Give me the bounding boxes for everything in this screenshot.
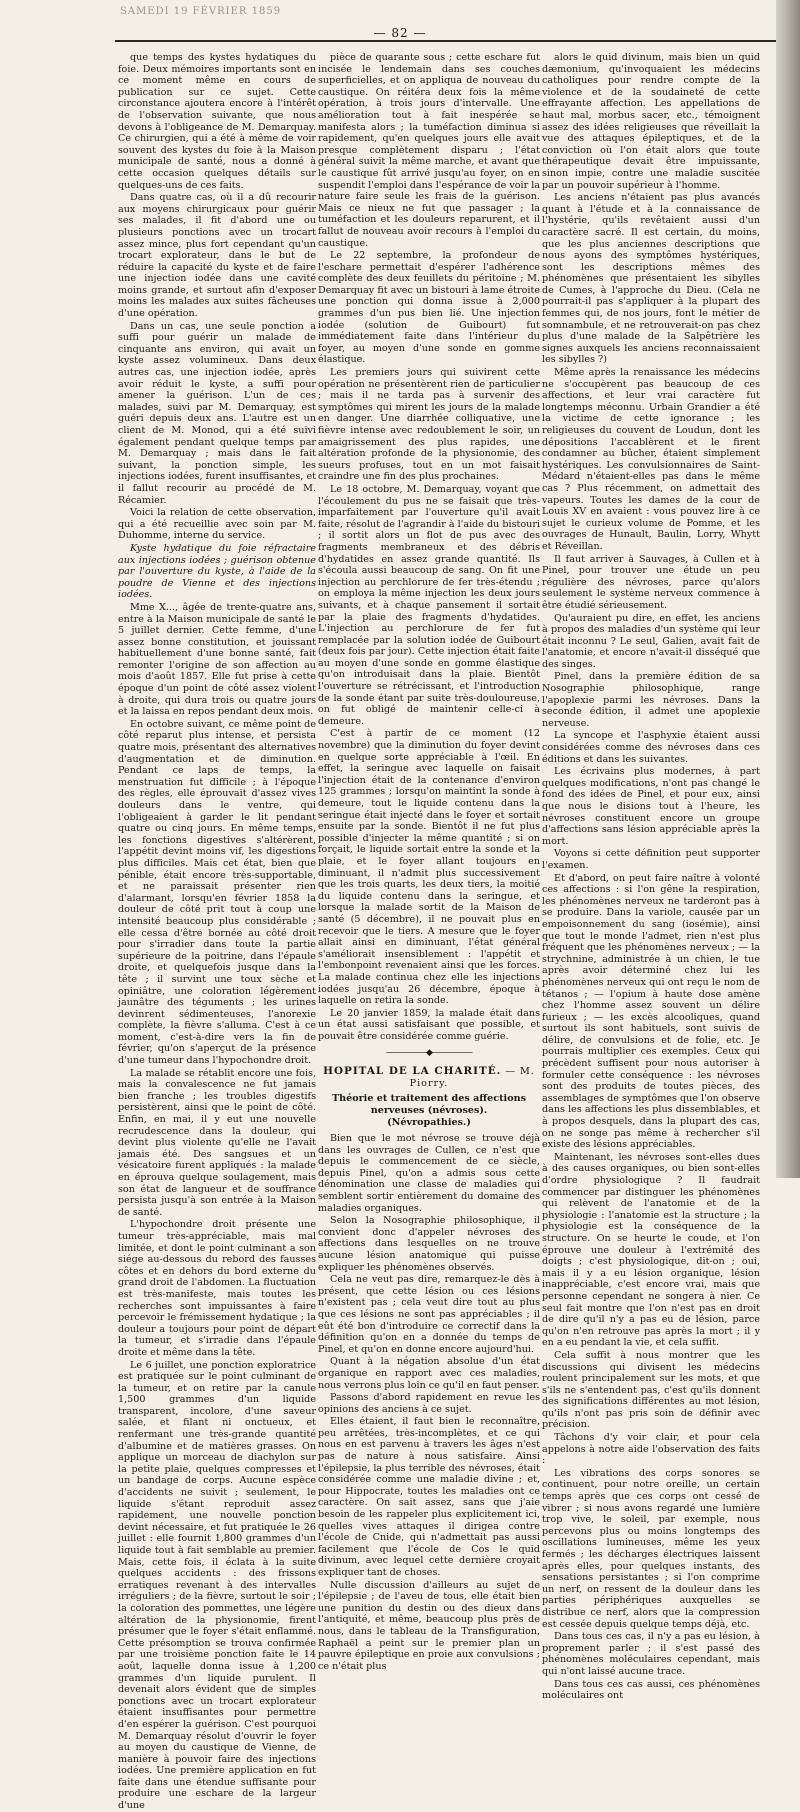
lecture-subtitle: (Névropathies.) — [387, 1117, 471, 1129]
scan-edge — [776, 0, 800, 1178]
paragraph: Dans quatre cas, où il a dû recourir aux moyens chirurgicaux pour guérir ses malades, il fit d'abord une ou plusieurs ponctions avec un trocart assez mince, plus fort cependant qu'un trocart explorateur, dans le but de réduire la capacité du kyste et de faire une injection iodée dans une cavité moins grande, et surtout afin d'exposer moins les malades aux suites fâcheuses d'une opération. — [118, 192, 316, 320]
paragraph: Cela suffit à nous montrer que les discussions qui divisent les médecins roulent principalement sur les mots, et que s'ils ne s'entendent pas, c'est qu'ils donnent des significations différentes au mot lésion, qu'ils n'ont pas pris soin de définir avec précision. — [542, 1349, 760, 1431]
paragraph: Les anciens n'étaient pas plus avancés quant à l'étude et à la connaissance de l'hystérie, qu'ils revêtaient aussi d'un caractère sacré. Il est certain, du moins, que les plus anciennes descriptions que nous ayons des symptômes hystériques, sont les descriptions mêmes des phénomènes que présentaient les sibylles de Cumes, à l'approche du Dieu. (Cela ne pourrait-il pas s'appliquer à la plupart des femmes qui, de nos jours, font le métier de somnambule, et ne retrouverait-on pas chez plus d'une malade de la Salpêtrière les signes auxquels les anciens reconnaissaient les sibylles ?) — [542, 192, 760, 366]
case-title: Kyste hydatique du foie réfractaire aux injections iodées ; guérison obtenue par l'ouverture du kyste, à l'aide de la poudre de Vienne et des injections iodées. — [118, 542, 316, 601]
paragraph: Les premiers jours qui suivirent cette opération ne présentèrent rien de particulier ; mais il ne tarda pas à survenir des symptômes qui mirent les jours de la malade en danger. Une diarrhée colliquative, une fièvre intense avec redoublement le soir, un amaigrissement des plus rapides, une altération profonde de la physionomie, des sueurs profuses, tout en un mot faisait craindre une fin des plus prochaines. — [318, 367, 540, 483]
paragraph: La malade se rétablit encore une fois, mais la convalescence ne fut jamais bien franche ; les troubles digestifs persistèrent, ainsi que le point de côté. Enfin, en mai, il y eut une nouvelle recrudescence dans la douleur, qui devint plus violente qu'elle ne l'avait jamais été. Des sangsues et un vésicatoire furent appliqués : la malade en éprouva quelque soulagement, mais son état de langueur et de souffrance persista jusqu'à son entrée à la Maison de santé. — [118, 1067, 316, 1218]
byline: — M. Piorry. — [409, 1066, 535, 1089]
paragraph: Voyons si cette définition peut supporter l'examen. — [542, 848, 760, 871]
paragraph: L'hypochondre droit présente une tumeur très-appréciable, mais mal limitée, et dont le point culminant a son siége au-dessous du rebord des fausses côtes et en dehors du bord externe du grand droit de l'abdomen. La fluctuation est très-manifeste, mais toutes les recherches sont impuissantes à faire percevoir le frémissement hydatique ; la douleur a toujours pour point de départ la tumeur, et s'irradie dans l'épaule droite et même dans la tête. — [118, 1219, 316, 1358]
paragraph: Pinel, dans la première édition de sa Nosographie philosophique, range l'apoplexie parmi les névroses. Dans la seconde édition, il admet une apoplexie nerveuse. — [542, 671, 760, 729]
paragraph: C'est à partir de ce moment (12 novembre) que la diminution du foyer devint en quelque sorte appréciable à l'œil. En effet, la seringue avec laquelle on faisait l'injection était de la contenance d'environ 125 grammes ; lorsqu'on maintint la sonde à demeure, tout le liquide contenu dans la seringue était injecté dans le foyer et sortait ensuite par la sonde. Bientôt il ne fut plus possible d'injecter la même quantité ; si on forçait, le liquide sortait entre la sonde et la plaie, et le foyer allant toujours en diminuant, il n'admit plus successivement que les trois quarts, les deux tiers, la moitié du liquide contenu dans la seringue, et lorsque la malade sortit de la Maison de santé (5 décembre), il ne pouvait plus en recevoir que le tiers. A mesure que le foyer allait ainsi en diminuant, l'état général s'améliorait insensiblement : l'appétit et l'embonpoint revenaient ainsi que les forces. La malade continua chez elle les injections iodées jusqu'au 26 décembre, époque à laquelle on retira la sonde. — [318, 728, 540, 1007]
paragraph: Quant à la négation absolue d'un état organique en rapport avec ces maladies, nous verrons plus loin ce qu'il en faut penser. — [318, 1356, 540, 1391]
header-rule — [115, 40, 795, 42]
column-1 — [118, 52, 316, 1812]
bleed-through-text: SAMEDI 19 FÉVRIER 1859 — [120, 6, 282, 17]
lecture-title: Théorie et traitement des affections nerveuses (névroses). — [332, 1093, 526, 1116]
column-3 — [542, 52, 760, 1702]
paragraph: Le 20 janvier 1859, la malade était dans un état aussi satisfaisant que possible, et pouvait être considérée comme guérie. — [318, 1007, 540, 1042]
paragraph: Et d'abord, on peut faire naître à volonté ces affections : si l'on gêne la respiration, les phénomènes nerveux ne tarderont pas à se produire. Dans la variole, causée par un empoisonnement du sang (iosémie), ainsi que tout le monde l'admet, rien n'est plus fréquent que les phénomènes nerveux ; — la strychnine, administrée à un chien, le tue après avoir déterminé chez lui les phénomènes nerveux qui ont reçu le nom de tétanos ; — l'opium à haute dose amène chez l'homme assez souvent un délire furieux ; — les excès alcooliques, quand surtout ils sont habituels, sont suivis de délire, de convulsions et de folie, etc. Je pourrais multiplier ces exemples. Ceux qui précèdent suffisent pour nous autoriser à formuler cette conséquence : les névroses sont des produits de toutes pièces, des assemblages de symptômes que l'on observe dans les affections les plus dissemblables, et à propos desquels, dans la plupart des cas, on ne songe pas même à rechercher s'il existe des lésions appréciables. — [542, 872, 760, 1151]
paragraph: Le 6 juillet, une ponction exploratrice est pratiquée sur le point culminant de la tumeur, et on retire par la canule 1,500 grammes d'un liquide transparent, incolore, d'une saveur salée, et filant ni onctueux, et renfermant une très-grande quantité d'albumine et de matières grasses. On applique un morceau de diachylon sur la petite plaie, quelques compresses et un bandage de corps. Aucune espèce d'accidents ne suivit ; seulement, le liquide s'étant reproduit assez rapidement, une nouvelle ponction devint nécessaire, et fut pratiquée le 26 juillet : elle fournit 1,800 grammes d'un liquide tout à fait semblable au premier. Mais, cette fois, il éclata à la suite quelques accidents : des frissons erratiques revenant à des intervalles irréguliers ; de la fièvre, surtout le soir ; la coloration des pommettes, une légère altération de la physionomie, firent présumer que le foyer s'était enflammé. Cette présomption se trouva confirmée par une troisième ponction faite le 14 août, laquelle donna issue à 1,200 grammes d'un liquide purulent. Il devenait alors évident que de simples ponctions avec un trocart explorateur étaient insuffisantes pour permettre d'en espérer la guérison. C'est pourquoi M. Demarquay résolut d'ouvrir le foyer au moyen du caustique de Vienne, de manière à pouvoir faire des injections iodées. Une première application en fut faite dans une étendue suffisante pour produire une eschare de la largeur d'une — [118, 1359, 316, 1812]
paragraph: Cela ne veut pas dire, remarquez-le dès à présent, que cette lésion ou ces lésions n'existent pas ; cela veut dire tout au plus que ces lésions ne sont pas appréciables ; il eût été bon d'introduire ce correctif dans la définition qu'on en a donnée du temps de Pinel, et qu'on en donne encore aujourd'hui. — [318, 1274, 540, 1355]
paragraph: Passons d'abord rapidement en revue les opinions des anciens à ce sujet. — [318, 1392, 540, 1415]
paragraph: La syncope et l'asphyxie étaient aussi considérées comme des névroses dans ces éditions et dans les suivantes. — [542, 730, 760, 765]
paragraph: Dans tous ces cas, il n'y a pas eu lésion, à proprement parler ; il s'est passé des phénomènes moléculaires cependant, mais qui n'ont laissé aucune trace. — [542, 1631, 760, 1677]
paragraph: Bien que le mot névrose se trouve déjà dans les ouvrages de Cullen, ce n'est que depuis le commencement de ce siècle, depuis Pinel, qu'on a admis sous cette dénomination une classe de maladies qui semblent sortir entièrement du domaine des maladies organiques. — [318, 1133, 540, 1214]
paragraph: En octobre suivant, ce même point de côté reparut plus intense, et persista quatre mois, présentant des alternatives d'augmentation et de diminution. Pendant ce laps de temps, la menstruation fut difficile ; à l'époque des règles, elle éprouvait d'assez vives douleurs dans le ventre, qui l'obligeaient à garder le lit pendant quatre ou cinq jours. En même temps, les fonctions digestives s'altérèrent, l'appétit devint moins vif, les digestions plus difficiles. Mais cet état, bien que pénible, était encore très-supportable, et ne paraissait présenter rien d'alarmant, lorsqu'en février 1858 la douleur de côté prit tout à coup une intensité beaucoup plus considérable ; elle cessa d'être bornée au côté droit pour s'irradier dans toute la partie supérieure de la poitrine, dans l'épaule droite, et quelquefois jusque dans la tête ; il survint une toux sèche et opiniâtre, une coloration légèrement jaunâtre des téguments ; les urines devinrent sédimenteuses, l'anorexie complète, la fièvre s'alluma. C'est à ce moment, c'est-à-dire vers la fin de février, qu'on s'aperçut de la présence d'une tumeur dans l'hypochondre droit. — [118, 718, 316, 1067]
paragraph: Les écrivains plus modernes, à part quelques modifications, n'ont pas changé le fond des idées de Pinel, et pour eux, ainsi que nous le disions tout à l'heure, les névroses constituent encore un groupe d'affections sans lésion appréciable après la mort. — [542, 766, 760, 847]
column-2 — [318, 52, 541, 1672]
paragraph: Maintenant, les névroses sont-elles dues à des causes organiques, ou bien sont-elles d'ordre physiologique ? Il faudrait commencer par distinguer les phénomènes qui relèvent de l'anatomie et de la physiologie : l'anatomie est la structure ; la physiologie est la conséquence de la structure. On se heurte le coude, et l'on éprouve une douleur à l'extrémité des doigts ; c'est physiologique, dit-on ; oui, mais il y a eu lésion organique, lésion inappréciable, c'est encore vrai, mais que personne cependant ne songera à nier. Ce seul fait montre que l'on n'est pas en droit de dire qu'il n'y a pas eu de lésion, parce qu'on n'en retrouve pas après la mort ; il y en a eu pendant la vie, et cela suffit. — [542, 1151, 760, 1349]
paragraph: Elles étaient, il faut bien le reconnaître, peu arrêtées, très-incomplètes, et ce qui nous en est parvenu à travers les âges n'est pas de nature à nous satisfaire. Ainsi l'épilepsie, la plus terrible des névroses, était considérée comme une maladie divine ; et, pour Hippocrate, toutes les maladies ont ce caractère. On sait assez, sans que j'aie besoin de les rappeler plus explicitement ici, quelles vives attaques il dirigea contre l'école de Cnide, qui n'admettait pas aussi facilement que l'école de Cos le quid divinum, avec lequel cette dernière croyait expliquer tant de choses. — [318, 1416, 540, 1578]
paragraph: pièce de quarante sous ; cette eschare fut incisée le lendemain dans ses couches superficielles, et on appliqua de nouveau du caustique. On réitéra deux fois la même opération, à trois jours d'intervalle. Une amélioration tout à fait inespérée se manifesta alors ; la tuméfaction diminua si rapidement, qu'en quelques jours elle avait presque complètement disparu ; l'état général suivit la même marche, et avant que le caustique fût arrivé jusqu'au foyer, on en suspendit l'emploi dans l'espérance de voir la nature faire seule les frais de la guérison. Mais ce nieux ne fut que passager ; la tuméfaction et les douleurs reparurent, et il fallut de nouveau avoir recours à l'emploi du caustique. — [318, 52, 541, 249]
paragraph: Le 22 septembre, la profondeur de l'eschare permettait d'espérer l'adhérence complète des deux feuillets du péritoine ; M. Demarquay fit avec un bistouri à lame étroite une ponction qui donna issue à 2,000 grammes d'un pus bien lié. Une injection iodée (solution de Guibourt) fut immédiatement faite dans l'intérieur du foyer, au moyen d'une sonde en gomme élastique. — [318, 250, 540, 366]
paragraph: Il faut arriver à Sauvages, à Cullen et à Pinel, pour trouver une étude un peu régulière des névroses, parce qu'alors seulement le système nerveux commence à être étudié sérieusement. — [542, 553, 760, 611]
paragraph: Dans un cas, une seule ponction a suffi pour guérir un malade de cinquante ans environ, qui avait un kyste assez volumineux. Dans deux autres cas, une injection iodée, après avoir réduit le kyste, a suffi pour amener la guérison. L'un de ces malades, suivi par M. Demarquay, est guéri depuis deux ans. L'autre est un client de M. Monod, qui a été suivi également pendant quelque temps par M. Demarquay ; mais dans le fait suivant, la ponction simple, les injections iodées, furent insuffisantes, et il fallut recourir au procédé de M. Récamier. — [118, 320, 316, 506]
hospital-name: HOPITAL DE LA CHARITÉ. — [323, 1065, 502, 1078]
paragraph: alors le quid divinum, mais bien un quid dæmonium, qu'invoquaient les médecins catholiques pour rendre compte de la violence et de la soudaineté de cette effrayante affection. Les appellations de haut mal, morbus sacer, etc., témoignent assez des idées religieuses que réveillait la vue des attaques épileptiques, et de la conviction où l'on était alors que toute thérapeutique devait être impuissante, sinon impie, contre une maladie suscitée par un pouvoir supérieur à l'homme. — [542, 52, 760, 191]
section-heading — [318, 1066, 540, 1089]
paragraph: Dans tous ces cas aussi, ces phénomènes moléculaires ont — [542, 1678, 760, 1702]
paragraph: Les vibrations des corps sonores se continuent, pour notre oreille, un certain temps après que ces corps ont cessé de vibrer ; si nous avons regardé une lumière trop vive, le soleil, par exemple, nous percevons plus ou moins longtemps des oscillations lumineuses, même les yeux fermés ; les décharges électriques laissent après elles, pour quelques instants, des sensations persistantes ; si l'on comprime un nerf, on ressent de la douleur dans les parties périphériques auxquelles se distribue ce nerf, alors que la compression est cessée depuis quelque temps déjà, etc. — [542, 1467, 760, 1630]
paragraph: Selon la Nosographie philosophique, il convient donc d'appeler névroses des affections dans lesquelles on ne trouve aucune lésion anatomique qui puisse expliquer les phénomènes observés. — [318, 1215, 540, 1273]
section-divider: —————◆————— — [386, 1048, 472, 1059]
paragraph: que temps des kystes hydatiques du foie. Deux mémoires importants sont en ce moment même en cours de publication sur ce sujet. Cette circonstance ajoutera encore à l'intérêt de l'observation suivante, que nous devons à l'obligeance de M. Demarquay. Ce chirurgien, qui a été à même de voir souvent des kystes du foie à la Maison municipale de santé, nous a donné à cette occasion quelques détails sur quelques-uns de ces faits. — [118, 52, 316, 191]
paragraph: Nulle discussion d'ailleurs au sujet de l'épilepsie ; de l'aveu de tous, elle était bien une punition du destin ou des dieux dans l'antiquité, et même, beaucoup plus près de nous, dans le tableau de la Transfiguration, Raphaël a peint sur le premier plan un pauvre épileptique en proie aux convulsions ; ce n'était plus — [318, 1579, 540, 1672]
paragraph: Le 18 octobre, M. Demarquay, voyant que l'écoulement du pus ne se faisait que très-imparfaitement par l'ouverture qu'il avait faite, résolut de l'agrandir à l'aide du bistouri ; il sortit alors un flot de pus avec des fragments membraneux et des débris d'hydatides en assez grande quantité. Ils s'écoula aussi beaucoup de sang. On fit une injection au perchlorure de fer très-étendu ; on employa la même injection les deux jours suivants, et à chaque pansement il sortait par la plaie des fragments d'hydatides. L'injection au perchlorure de fer fut remplacée par la solution iodée de Guibourt (deux fois par jour). Cette injection était faite au moyen d'une sonde en gomme élastique qu'on introduisait dans la plaie. Bientôt l'ouverture se rétrécissant, et l'introduction de la sonde étant par suite très-douloureuse, on fut obligé de maintenir celle-ci à demeure. — [318, 483, 540, 727]
paragraph: Mme X..., âgée de trente-quatre ans, entre à la Maison municipale de santé le 5 juillet dernier. Cette femme, d'une assez bonne constitution, et jouissant habituellement d'une bonne santé, fait remonter l'origine de son affection au mois d'août 1857. Elle fut prise à cette époque d'un point de côté assez violent à droite, qui dura trois ou quatre jours et la laissa en repos pendant deux mois. — [118, 601, 316, 718]
paragraph: Qu'auraient pu dire, en effet, les anciens à propos des maladies d'un système qui leur était inconnu ? Le seul, Galien, avait fait de l'anatomie, et encore n'avait-il disséqué que des singes. — [542, 612, 760, 670]
page-number: — 82 — — [373, 26, 427, 40]
paragraph: Tâchons d'y voir clair, et pour cela appelons à notre aide l'observation des faits : — [542, 1432, 760, 1467]
paragraph: Même après la renaissance les médecins ne s'occupèrent pas beaucoup de ces affections, et leur vrai caractère fut longtemps méconnu. Urbain Grandier a été la victime de cette ignorance ; les religieuses du couvent de Loudun, dont les dépositions l'accablèrent et le firent condamner au bûcher, étaient simplement hystériques. Les convulsionnaires de Saint-Médard n'étaient-elles pas dans le même cas ? Plus récemment, on admettait des vapeurs. Toutes les dames de la cour de Louis XV en avaient : vous pouvez lire à ce sujet le curieux volume de Pomme, et les ouvrages de Hunault, Baulin, Lorry, Whytt et Réveillan. — [542, 367, 760, 552]
paragraph: Voici la relation de cette observation, qui a été recueillie avec soin par M. Duhomme, interne du service. — [118, 507, 316, 542]
